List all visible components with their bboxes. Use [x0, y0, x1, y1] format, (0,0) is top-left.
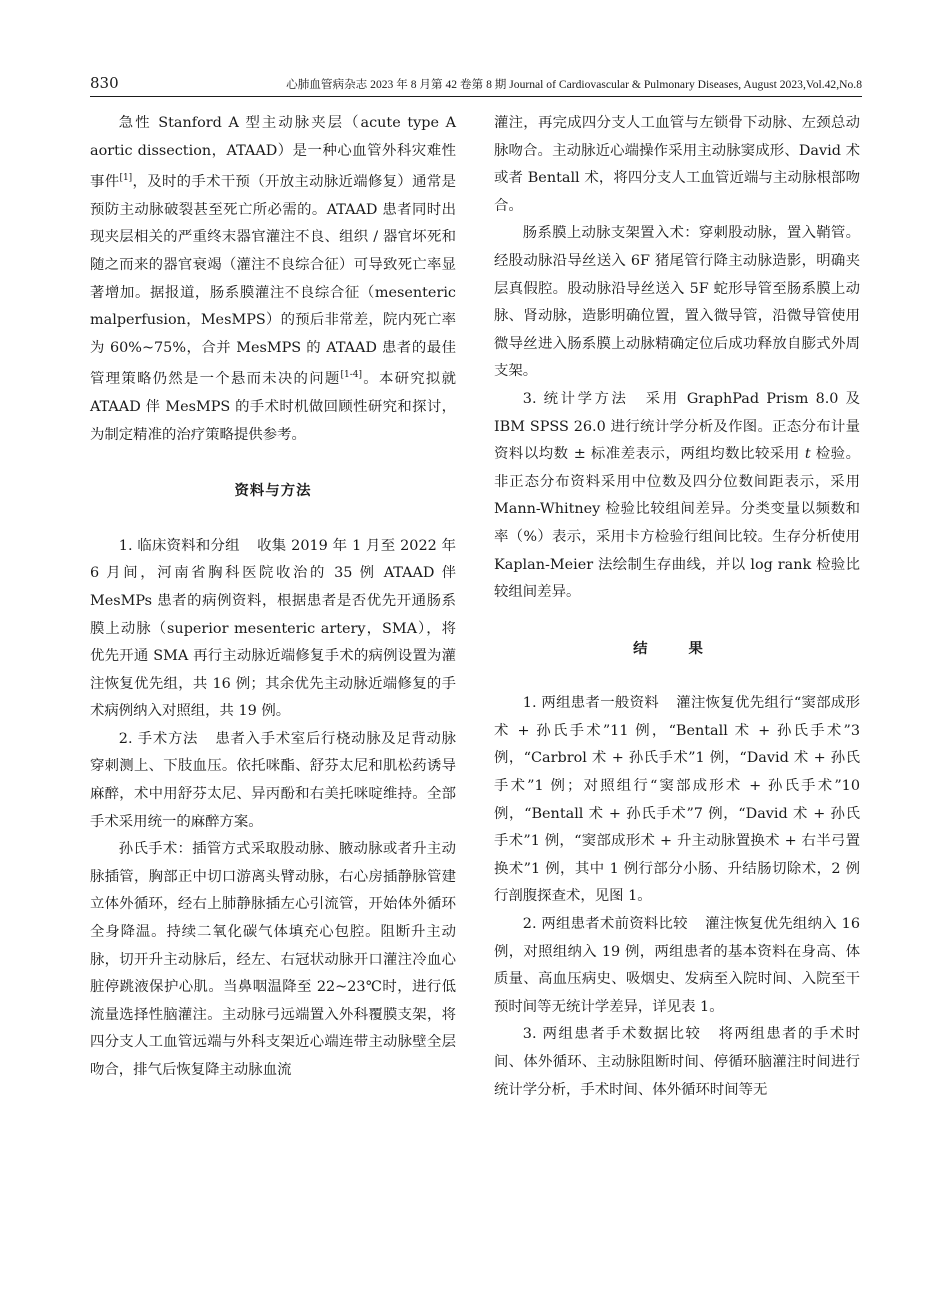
citation-ref: [1]	[119, 173, 133, 184]
intro-text-c: 。本研究拟就 ATAAD 伴 MesMPS 的手术时机做回顾性研究和探讨，为制定精准的治疗策略提供参考。	[90, 371, 456, 443]
paragraph-surgery-data	[494, 1021, 860, 1104]
paragraph-label: 3. 两组患者手术数据比较	[522, 1026, 702, 1043]
right-column	[494, 110, 860, 1104]
paragraph-text: 采用 GraphPad Prism 8.0 及 IBM SPSS 26.0 进行统计学分析及作图。正态分布计量资料以均数 ± 标准差表示，两组均数比较采用	[494, 390, 860, 463]
paragraph-label: 1. 两组患者一般资料	[522, 695, 659, 712]
intro-paragraph	[90, 110, 456, 449]
paragraph-text: 灌注恢复优先组行“窦部成形术 + 孙氏手术”11 例，“Bentall 术 + 孙氏手术”3 例，“Carbrol 术 + 孙氏手术”1 例，“David 术 + 孙氏手术”1 例；对照组行“窦部成形术 + 孙氏手术”10 例，“Bentall 术 + 孙氏手术”7 例，“David 术 + 孙氏手术”1 例，“窦部成形术 + 升主动脉置换术 + 右半弓置换术”1 例，其中 1 例行部分小肠、升结肠切除术，2 例行剖腹探查术，见图 1。	[494, 695, 860, 905]
paragraph-label: 2. 两组患者术前资料比较	[522, 916, 688, 933]
paragraph-general-data	[494, 690, 860, 911]
page-number: 830	[90, 74, 119, 92]
paragraph-text: 灌注恢复优先组纳入 16 例，对照组纳入 19 例，两组患者的基本资料在身高、体质量、高血压病史、吸烟史、发病至入院时间、入院至干预时间等无统计学差异，详见表 1。	[494, 916, 860, 1015]
paragraph-text: 将两组患者的手术时间、体外循环、主动脉阻断时间、停循环脑灌注时间进行统计学分析，手术时间、体外循环时间等无	[494, 1026, 860, 1098]
paragraph-label: 2. 手术方法	[118, 730, 199, 747]
paragraph-label: 3. 统计学方法	[522, 390, 629, 407]
running-header	[90, 74, 862, 97]
intro-text-a: 急性 Stanford A 型主动脉夹层（acute type A aortic dissection，ATAAD）是一种心血管外科灾难性事件	[90, 115, 456, 191]
paragraph-text: 收集 2019 年 1 月至 2022 年 6 月间，河南省胸科医院收治的 35 例 ATAAD 伴 MesMPs 患者的病例资料，根据患者是否优先开通肠系膜上动脉（superior mesenteric artery，SMA），将优先开通 SMA 再行主动脉近端修复手术的病例设置为灌注恢复优先组，共 16 例；其余优先主动脉近端修复的手术病例纳入对照组，共 19 例。	[90, 537, 456, 720]
paragraph-statistics	[494, 386, 860, 607]
paragraph-continued: 灌注，再完成四分支人工血管与左锁骨下动脉、左颈总动脉吻合。主动脉近心端操作采用主动脉窦成形、David 术或者 Bentall 术，将四分支人工血管近端与主动脉根部吻合。	[494, 115, 860, 214]
section-heading-methods: 资料与方法	[234, 482, 312, 500]
citation-ref: [1-4]	[340, 370, 363, 381]
paragraph-label: 1. 临床资料和分组	[118, 537, 240, 554]
paragraph-text: 患者入手术室后行桡动脉及足背动脉穿刺测上、下肢血压。依托咪酯、舒芬太尼和肌松药诱导麻醉，术中用舒芬太尼、异丙酚和右美托咪啶维持。全部手术采用统一的麻醉方案。	[90, 730, 456, 830]
paragraph-sun-procedure: 孙氏手术：插管方式采取股动脉、腋动脉或者升主动脉插管，胸部正中切口游离头臂动脉，右心房插静脉管建立体外循环，经右上肺静脉插左心引流管，开始体外循环全身降温。持续二氧化碳气体填充心包腔。阻断升主动脉，切开升主动脉后，经左、右冠状动脉开口灌注冷血心脏停跳液保护心肌。当鼻咽温降至 22~23℃时，进行低流量选择性脑灌注。主动脉弓远端置入外科覆膜支架，将四分支人工血管远端与外科支架近心端连带主动脉壁全层吻合，排气后恢复降主动脉血流	[90, 841, 456, 1078]
section-heading-results: 结 果	[633, 639, 721, 657]
paragraph-preop-comparison	[494, 911, 860, 1021]
t-test-symbol: t	[804, 446, 811, 463]
paragraph-surgical-method	[90, 726, 456, 836]
paragraph-text: 检验。非正态分布资料采用中位数及四分位数间距表示，采用 Mann-Whitney 检验比较组间差异。分类变量以频数和率（%）表示，采用卡方检验行组间比较。生存分析使用 Kaplan-Meier 法绘制生存曲线，并以 log rank 检验比较组间差异。	[494, 446, 860, 601]
paragraph-clinical-data	[90, 533, 456, 726]
journal-running-head: 心肺血管病杂志 2023 年 8 月第 42 卷第 8 期 Journal of Cardiovascular & Pulmonary Diseases, August 2023,Vol.42,No.8	[286, 78, 862, 91]
left-column	[90, 110, 456, 1085]
paragraph-sma-stent: 肠系膜上动脉支架置入术：穿刺股动脉，置入鞘管。经股动脉沿导丝送入 6F 猪尾管行降主动脉造影，明确夹层真假腔。股动脉沿导丝送入 5F 蛇形导管至肠系膜上动脉、肾动脉，造影明确位置，置入微导管，沿微导管使用微导丝进入肠系膜上动脉精确定位后成功释放自膨式外周支架。	[494, 225, 860, 380]
intro-text-b: ，及时的手术干预（开放主动脉近端修复）通常是预防主动脉破裂甚至死亡所必需的。ATAAD 患者同时出现夹层相关的严重终末器官灌注不良、组织 / 器官坏死和随之而来的器官衰竭（灌注不良综合征）可导致死亡率显著增加。据报道，肠系膜灌注不良综合征（mesenteric malperfusion，MesMPS）的预后非常差，院内死亡率为 60%~75%，合并 MesMPS 的 ATAAD 患者的最佳管理策略仍然是一个悬而未决的问题	[90, 174, 456, 388]
